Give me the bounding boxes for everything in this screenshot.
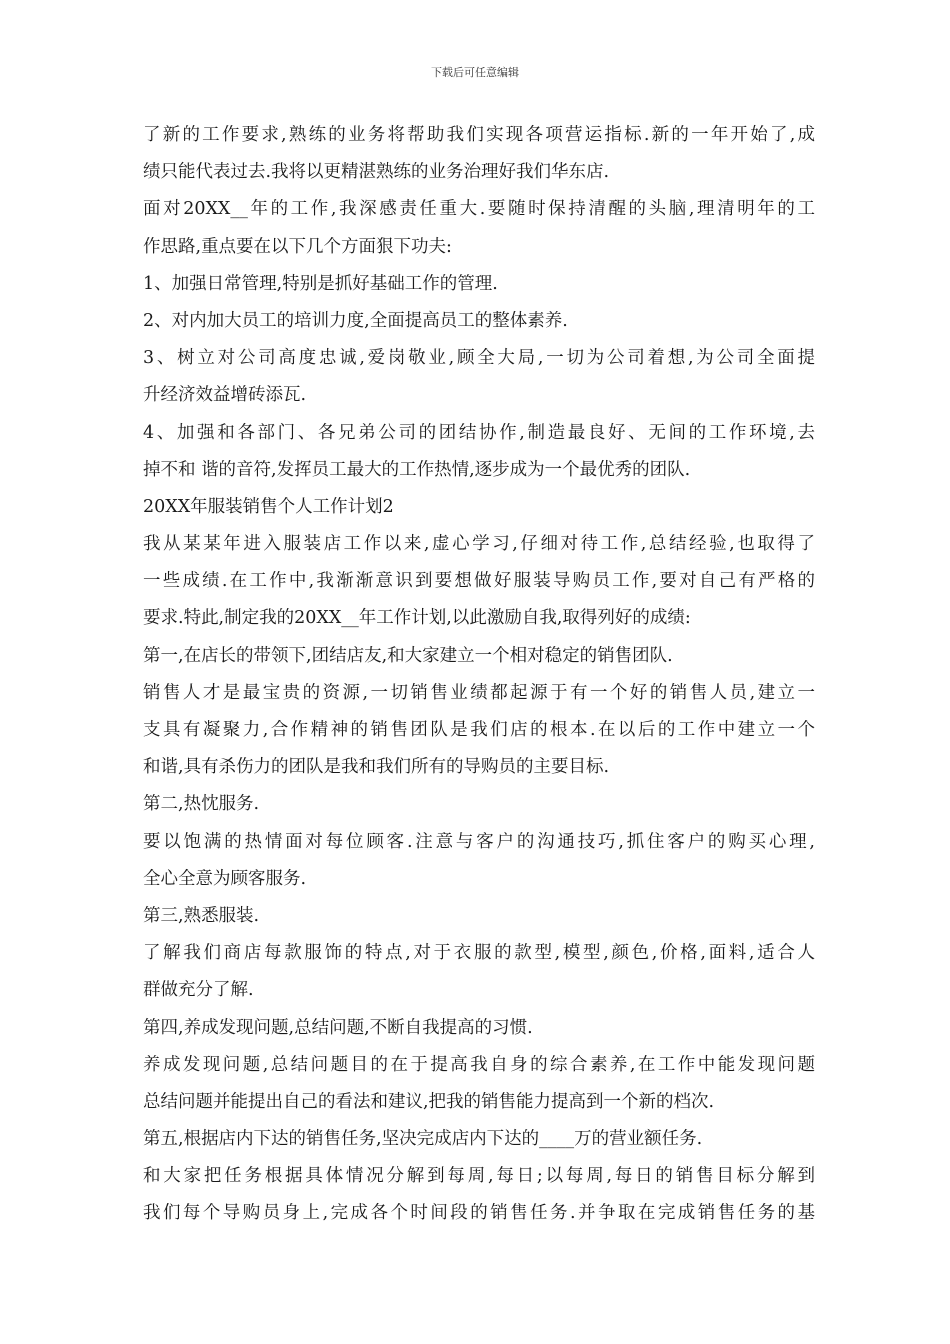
text-line: 掉不和 谐的音符,发挥员工最大的工作热情,逐步成为一个最优秀的团队. <box>143 459 691 480</box>
text-line: 3、树立对公司高度忠诚,爱岗敬业,顾全大局,一切为公司着想,为公司全面提 <box>143 348 815 369</box>
text-line: 全心全意为顾客服务. <box>143 868 307 889</box>
text-line: 我们每个导购员身上,完成各个时间段的销售任务.并争取在完成销售任务的基 <box>143 1203 815 1224</box>
text-line: 2、对内加大员工的培训力度,全面提高员工的整体素养. <box>143 310 568 331</box>
text-line: 总结问题并能提出自己的看法和建议,把我的销售能力提高到一个新的档次. <box>143 1091 715 1112</box>
text-line: 我从某某年进入服装店工作以来,虚心学习,仔细对待工作,总结经验,也取得了 <box>143 534 815 555</box>
text-line: 第四,养成发现问题,总结问题,不断自我提高的习惯. <box>143 1017 533 1038</box>
text-line: 第三,熟悉服装. <box>143 905 260 926</box>
text-line: 一些成绩.在工作中,我渐渐意识到要想做好服装导购员工作,要对自己有严格的 <box>143 571 815 592</box>
text-line: 了解我们商店每款服饰的特点,对于衣服的款型,模型,颜色,价格,面料,适合人 <box>143 943 815 964</box>
text-line: 和谐,具有杀伤力的团队是我和我们所有的导购员的主要目标. <box>143 757 610 778</box>
document-body <box>143 117 815 1233</box>
text-line: 绩只能代表过去.我将以更精湛熟练的业务治理好我们华东店. <box>143 162 610 183</box>
text-line: 4、加强和各部门、各兄弟公司的团结协作,制造最良好、无间的工作环境,去 <box>143 422 815 443</box>
text-line: 养成发现问题,总结问题目的在于提高我自身的综合素养,在工作中能发现问题 <box>143 1054 815 1075</box>
text-line: 升经济效益增砖添瓦. <box>143 385 307 406</box>
text-line: 第二,热忱服务. <box>143 794 260 815</box>
text-line: 了新的工作要求,熟练的业务将帮助我们实现各项营运指标.新的一年开始了,成 <box>143 125 815 145</box>
text-line: 作思路,重点要在以下几个方面狠下功夫: <box>143 236 452 257</box>
text-line: 支具有凝聚力,合作精神的销售团队是我们店的根本.在以后的工作中建立一个 <box>143 720 815 740</box>
text-line: 1、加强日常管理,特别是抓好基础工作的管理. <box>143 273 498 294</box>
text-line: 和大家把任务根据具体情况分解到每周,每日;以每周,每日的销售目标分解到 <box>143 1166 815 1187</box>
text-line: 要求.特此,制定我的20XX__年工作计划,以此激励自我,取得列好的成绩: <box>143 608 691 629</box>
text-line: 面对20XX__年的工作,我深感责任重大.要随时保持清醒的头脑,理清明年的工 <box>143 199 815 220</box>
section-title: 20XX年服装销售个人工作计划2 <box>143 496 394 517</box>
text-line: 第五,根据店内下达的销售任务,坚决完成店内下达的____万的营业额任务. <box>143 1129 703 1150</box>
page-header: 下载后可任意编辑 <box>431 66 519 79</box>
text-line: 要以饱满的热情面对每位顾客.注意与客户的沟通技巧,抓住客户的购买心理, <box>143 831 815 852</box>
text-line: 第一,在店长的带领下,团结店友,和大家建立一个相对稳定的销售团队. <box>143 645 673 666</box>
text-line: 群做充分了解. <box>143 980 254 1001</box>
text-line: 销售人才是最宝贵的资源,一切销售业绩都起源于有一个好的销售人员,建立一 <box>143 682 815 703</box>
